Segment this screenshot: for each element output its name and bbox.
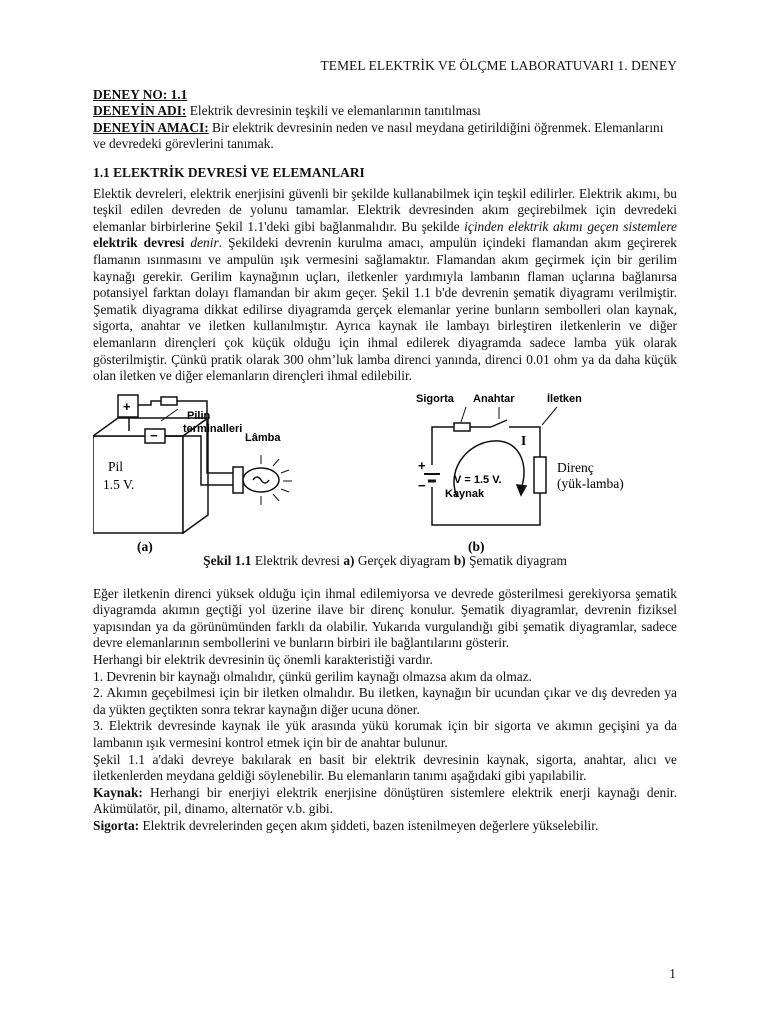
definition-source (93, 785, 677, 818)
current-arrowhead (517, 485, 526, 495)
paragraph-elements: Şekil 1.1 a'daki devreye bakılarak en basit bir elektrik devresinin kaynak, sigorta, anahtar, alıcı ve iletkenlerden meydana geldiği söylenebilir. Bu elemanların tanımı aşağıdaki gibi yapılabilir. (93, 751, 677, 784)
paragraph-intro-text-2: . Şekildeki devrenin kurulma amacı, ampulün içindeki flamandan akım geçirerek flamanın ısınmasını ve ampulün ışık vermesini sağlamaktır. Flamandan akım geçirmek için bir gerilim kaynağı gerekir. Gerilim kaynağının uçları, iletkenler yardımıyla lambanın flaman uçlarına bağlanırsa potansiyel farktan dolayı flamandan bir akım geçer. Şekil 1.1 b'de devrenin şematik diyagramı verilmiştir. Şematik diyagrama dikkat edilirse diyagramda gerçek elemanlar yerine bunların sembolleri olan kaynak, sigorta, anahtar ve iletken kullanılmıştır. Ayrıca kaynak ile lambayı birleştiren iletkenlerin ve diğer elemanların dirençleri çok küçük olduğu için ihmal edilerek diyagramda sadece lamba yük olarak gösterilmiştir. Çünkü pratik olarak 300 ohm’luk lamba direnci yanında, direnci 0.01 ohm ya da daha küçük olan iletken ve diğer elemanların dirençleri ihmal edilebilir. (93, 235, 677, 384)
experiment-number-label: DENEY NO: 1.1 (93, 86, 188, 102)
schematic-diagram (424, 407, 557, 525)
definition-term: Sigorta: (93, 818, 140, 833)
schematic-resistor (534, 457, 546, 493)
paragraph-schematic: Eğer iletkenin direnci yüksek olduğu için ihmal edilemiyorsa ve devrede gösterilmesi gerekiyorsa şematik diyagramda akımın geçtiği yol üzerine ilave bir direnç konulur. Şematik diyagramlar, devrenin fiziksel yapısından ya da görünümünden farklı da olabilir. Yukarıda vurgulandığı gibi şematik diyagramlar, sadece devre elemanlarının sembollerini ve bunların birbiri ile bağlantılarını gösterir. (93, 585, 677, 651)
caption-text-3: Şematik diyagram (465, 552, 567, 568)
conductor-pointer (542, 407, 557, 425)
figure-b-label: (b) (468, 538, 485, 554)
schematic-switch (491, 420, 507, 427)
lamp-label: Lâmba (245, 431, 281, 444)
paragraph-intro-bold: elektrik devresi (93, 235, 185, 251)
source-label: Kaynak (445, 487, 485, 500)
definition-text: Elektrik devrelerinden geçen akım şiddeti, bazen istenilmeyen değerlere yükselebilir. (139, 818, 599, 833)
battery-voltage: 1.5 V. (103, 476, 135, 492)
document-page (93, 58, 677, 835)
battery-label: Pil (108, 458, 124, 474)
minus-sign-a: − (150, 427, 158, 443)
list-item: 1. Devrenin bir kaynağı olmalıdır, çünkü gerilim kaynağı olmazsa akım da olmaz. (93, 668, 532, 684)
fuse-a (161, 397, 177, 405)
plus-sign-b: + (418, 457, 426, 473)
caption-text: Elektrik devresi (251, 552, 344, 568)
plus-sign-a: + (123, 398, 131, 414)
caption-a: a) (343, 552, 355, 568)
running-header: TEMEL ELEKTRİK VE ÖLÇME LABORATUVARI 1. DENEY (320, 58, 677, 73)
caption-text-2: Gerçek diyagram (354, 552, 454, 568)
current-label: I (521, 432, 527, 448)
paragraph-intro (93, 186, 677, 385)
switch-label: Anahtar (473, 392, 515, 405)
page-number: 1 (669, 966, 676, 981)
caption-b: b) (453, 552, 466, 568)
figure-a-label: (a) (137, 538, 153, 554)
figure-caption (93, 553, 677, 570)
definition-term: Kaynak: (93, 784, 143, 800)
paragraph-intro-italic-2: denir (184, 235, 219, 251)
list-item: 3. Elektrik devresinde kaynak ile yük arasında yükü korumak için bir sigorta ve akımın geçişini ya da lambanın ışık vermesini kontrol etmek için bir de anahtar bulunur. (93, 718, 677, 751)
minus-sign-b: − (418, 477, 426, 493)
figure-1-1 (93, 393, 677, 571)
wire-top (138, 401, 161, 405)
lamp-base (233, 467, 243, 493)
terminal-label-1: Pilin (187, 409, 211, 422)
voltage-label: V = 1.5 V. (454, 473, 502, 486)
spacer (93, 571, 677, 586)
terminal-label-2: terminalleri (183, 422, 243, 435)
paragraph-characteristics: Herhangi bir elektrik devresinin üç önemli karakteristiği vardır. (93, 652, 433, 668)
paragraph-intro-italic: içinden elektrik akımı geçen sistemlere (464, 218, 677, 234)
experiment-aim-value: Bir elektrik devresinin neden ve nasıl meydana getirildiğini öğrenmek. Elemanlarını ve devredeki görevlerini tanımak. (93, 119, 664, 152)
load-label: (yük-lamba) (557, 475, 624, 491)
conductor-label: İletken (547, 392, 582, 405)
schematic-fuse (454, 423, 470, 431)
experiment-number (93, 87, 677, 104)
circuit-figure (93, 393, 677, 571)
fuse-label: Sigorta (416, 392, 454, 405)
experiment-aim (93, 120, 677, 153)
definition-fuse (93, 818, 677, 835)
list-item: 2. Akımın geçebilmesi için bir iletken olmalıdır. Bu iletken, kaynağın bir ucundan çıkar ve dış devreden ya da yükten geçtikten sonra tekrar kaynağın diğer ucuna döner. (93, 685, 677, 717)
caption-label: Şekil 1.1 (203, 552, 252, 568)
fuse-pointer (461, 407, 466, 422)
experiment-name-value: Elektrik devresinin teşkili ve elemanlarının tanıtılması (186, 103, 481, 119)
experiment-name-label: DENEYİN ADI: (93, 103, 187, 119)
experiment-aim-label: DENEYİN AMACI: (93, 119, 209, 135)
paragraph-intro-text: Elektik devreleri, elektrik enerjisini güvenli bir şekilde kullanabilmek için teşkil edilirler. Elektrik akımı, bu teşkil edilen devreden de yolunu tamamlar. Elektrik devresinden akım geçirebilmek için devredeki elemanlar birbirlerine Şekil 1.1'deki gibi bağlanmalıdır. Bu şekilde (93, 185, 677, 234)
resistor-label: Direnç (557, 459, 594, 475)
experiment-name (93, 103, 677, 120)
definition-text: Herhangi bir enerjiyi elektrik enerjisine dönüştüren sistemlere elektrik enerji kaynağı denir. Akümülatör, pil, dinamo, alternatör v.b. gibi. (93, 784, 677, 817)
section-title: 1.1 ELEKTRİK DEVRESİ VE ELEMANLARI (93, 164, 365, 180)
schematic-wire-left-top (432, 427, 454, 465)
